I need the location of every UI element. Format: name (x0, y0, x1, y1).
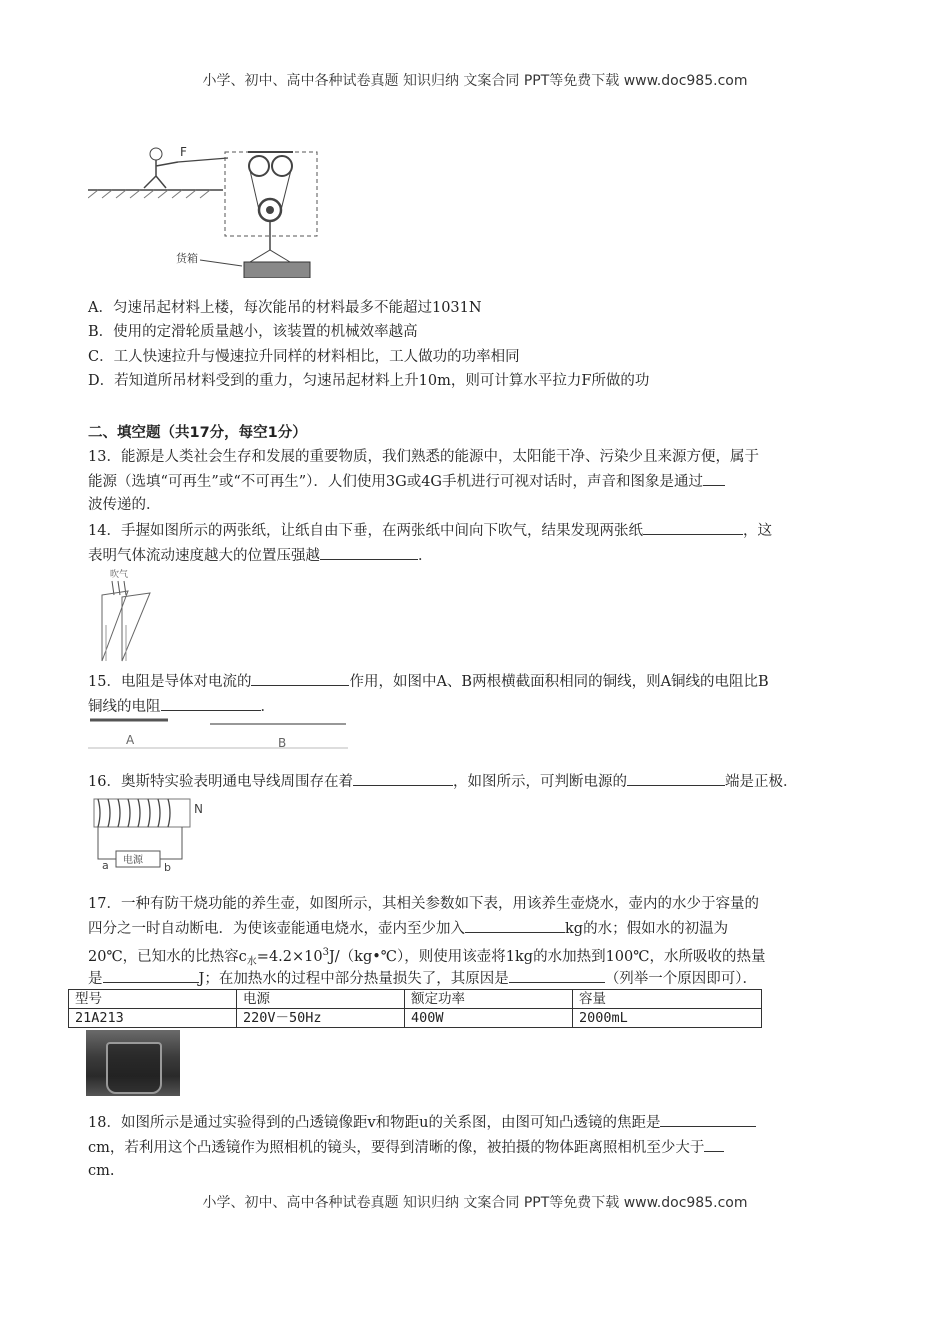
q17-line3: 20℃，已知水的比热容$c_水=4.2\times 10^3J/(kg•℃)$，则使用该壶将1kg的水加热到100℃，水所吸收的热量 (88, 947, 766, 968)
option-c: C．工人快速拉升与慢速拉升同样的材料相比，工人做功的功率相同 (88, 349, 520, 365)
q17-line1: 17．一种有防干烧功能的养生壶，如图所示，其相关参数如下表，用该养生壶烧水，壶内的水少于容量的 (88, 896, 759, 912)
q14-blank2 (320, 545, 418, 560)
q17-blank2 (103, 968, 199, 983)
q17-line4: 是 J；在加热水的过程中部分热量损失了，其原因是 （列举一个原因即可）． (88, 968, 757, 989)
table-row (69, 1009, 762, 1028)
wire-a-label: A (126, 733, 135, 747)
paper-figure (88, 565, 168, 665)
q17-line2: 四分之一时自动断电．为使该壶能通电烧水，壶内至少加入 kg的水；假如水的初温为 (88, 918, 728, 939)
table-header-row (69, 990, 762, 1009)
table-cell: 2000mL (573, 1009, 762, 1028)
table-cell: 21A213 (69, 1009, 237, 1028)
kettle-photo (86, 1030, 180, 1096)
q18-line3: cm. (88, 1163, 115, 1179)
q18-line2: cm，若利用这个凸透镜作为照相机的镜头，要得到清晰的像，被拍摄的物体距离照相机至少大于 (88, 1137, 724, 1158)
q17-blank1 (465, 918, 565, 933)
box-label: 货箱 (176, 252, 198, 265)
table-header-cell: 额定功率 (405, 990, 573, 1009)
kettle-spec-table (68, 989, 762, 1028)
q16-blank2 (627, 771, 725, 786)
pole-n-label: N (194, 802, 203, 816)
wires-figure (88, 714, 353, 752)
svg-text:吹气: 吹气 (110, 570, 129, 580)
q14-blank1 (643, 520, 743, 535)
q18-blank1 (660, 1112, 756, 1127)
wire-b-label: B (278, 736, 287, 750)
q15-line2: 铜线的电阻 ． (88, 696, 275, 717)
table-cell: 220V－50Hz (237, 1009, 405, 1028)
q13-line2: 能源（选填“可再生”或“不可再生”）．人们使用3G或4G手机进行可视对话时，声音和图象是通过 (88, 471, 725, 492)
q13-blank (703, 471, 725, 486)
q14-line1: 14．手握如图所示的两张纸，让纸自由下垂，在两张纸中间向下吹气，结果发现两张纸 ，这 (88, 520, 772, 541)
pulley-figure (88, 138, 328, 278)
solenoid-figure (86, 793, 206, 873)
force-label: F (180, 145, 187, 159)
q13-line1: 13．能源是人类社会生存和发展的重要物质，我们熟悉的能源中，太阳能干净、污染少且来源方便，属于 (88, 449, 759, 465)
terminal-a-label: a (102, 859, 109, 872)
q13-line3: 波传递的． (88, 497, 161, 513)
option-a: A．匀速吊起材料上楼，每次能吊的材料最多不能超过1031N (88, 300, 482, 316)
q15-blank2 (161, 696, 261, 711)
page-footer: 小学、初中、高中各种试卷真题 知识归纳 文案合同 PPT等免费下载 www.doc985.com (202, 1195, 748, 1211)
option-d: D．若知道所吊材料受到的重力，匀速吊起材料上升10m，则可计算水平拉力F所做的功 (88, 373, 650, 389)
q14-line2: 表明气体流动速度越大的位置压强越 ． (88, 545, 433, 566)
q16-line1: 16．奥斯特实验表明通电导线周围存在着 ，如图所示，可判断电源的 端是正极． (88, 771, 797, 792)
q15-blank1 (251, 671, 349, 686)
power-label: 电源 (123, 855, 143, 866)
q16-blank1 (353, 771, 453, 786)
table-cell: 400W (405, 1009, 573, 1028)
q18-blank2 (704, 1137, 724, 1152)
table-header-cell: 容量 (573, 990, 762, 1009)
q17-blank3 (509, 968, 605, 983)
table-header-cell: 电源 (237, 990, 405, 1009)
page-header: 小学、初中、高中各种试卷真题 知识归纳 文案合同 PPT等免费下载 www.doc985.com (202, 73, 748, 89)
section-title: 二、填空题（共17分，每空1分） (88, 425, 307, 441)
q15-line1: 15．电阻是导体对电流的 作用，如图中A、B两根横截面积相同的铜线，则A铜线的电阻比B (88, 671, 769, 692)
q18-line1: 18．如图所示是通过实验得到的凸透镜像距v和物距u的关系图，由图可知凸透镜的焦距是 (88, 1112, 756, 1133)
option-b: B．使用的定滑轮质量越小，该装置的机械效率越高 (88, 324, 418, 340)
table-header-cell: 型号 (69, 990, 237, 1009)
terminal-b-label: b (164, 861, 171, 873)
